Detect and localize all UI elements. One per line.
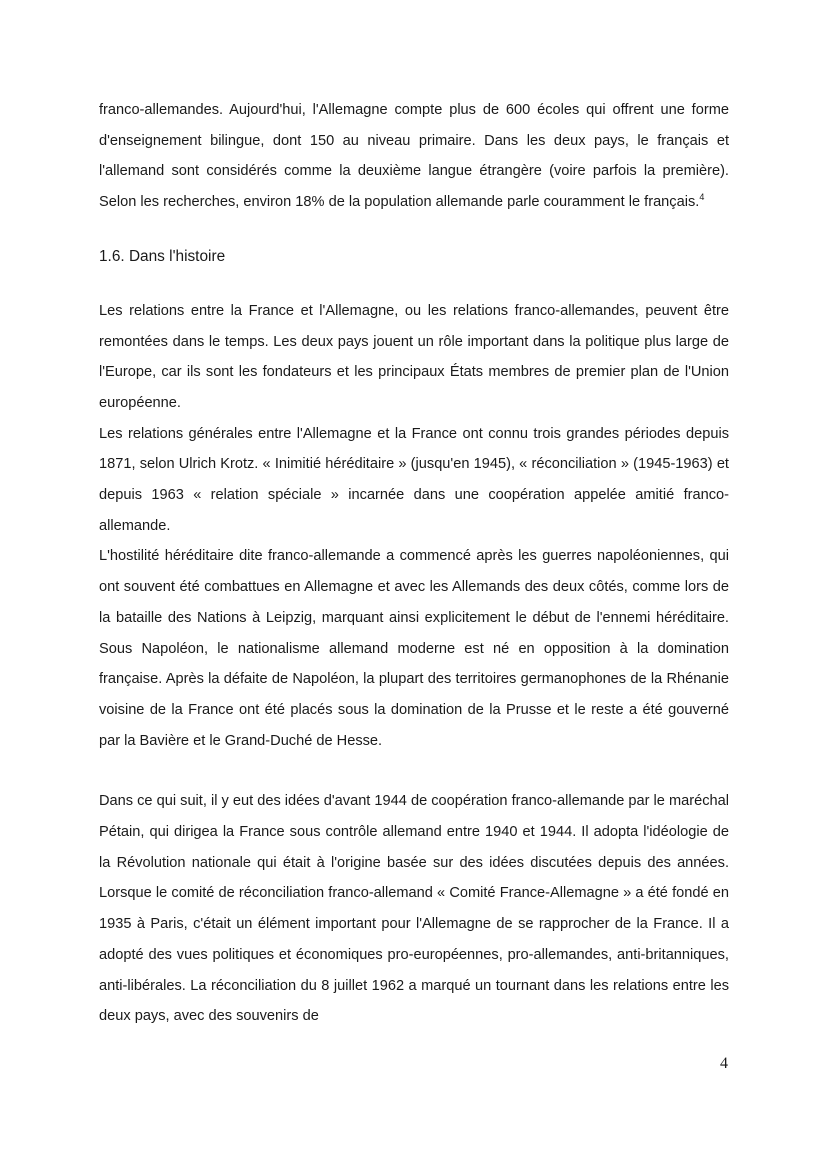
paragraph-cooperation: Dans ce qui suit, il y eut des idées d'avant 1944 de coopération franco-allemande par le maréchal Pétain, qui dirigea la France sous contrôle allemand entre 1940 et 1944. Il adopta l'idéologie de la Révolution nationale qui était à l'origine basée sur des idées discutées depuis des années. Lorsque le comité de réconciliation franco-allemand « Comité France-Allemagne » a été fondé en 1935 à Paris, c'était un élément important pour l'Allemagne de se rapprocher de la France. Il a adopté des vues politiques et économiques pro-européennes, pro-allemandes, anti-britanniques, anti-libérales. La réconciliation du 8 juillet 1962 a marqué un tournant dans les relations entre les deux pays, avec des souvenirs de — [99, 793, 729, 1025]
paragraph-hostility: L'hostilité héréditaire dite franco-allemande a commencé après les guerres napoléoniennes, qui ont souvent été combattues en Allemagne et avec les Allemands des deux côtés, comme lors de la bataille des Nations à Leipzig, marquant ainsi explicitement le début de l'ennemi héréditaire. Sous Napoléon, le nationalisme allemand moderne est né en opposition à la domination française. Après la défaite de Napoléon, la plupart des territoires germanophones de la Rhénanie voisine de la France ont été placés sous la domination de la Prusse et le reste a été gouverné par la Bavière et le Grand-Duché de Hesse. — [99, 548, 729, 749]
section-heading: 1.6. Dans l'histoire — [99, 247, 226, 265]
intro-paragraph-text: franco-allemandes. Aujourd'hui, l'Allemagne compte plus de 600 écoles qui offrent une forme d'enseignement bilingue, dont 150 au niveau primaire. Dans les deux pays, le français et l'allemand sont considérés comme la deuxième langue étrangère (voire parfois la première). Selon les recherches, environ 18% de la population allemande parle couramment le français. — [99, 102, 729, 211]
paragraph-relations: Les relations entre la France et l'Allemagne, ou les relations franco-allemandes, peuvent être remontées dans le temps. Les deux pays jouent un rôle important dans la politique plus large de l'Europe, car ils sont les fondateurs et les principaux États membres de premier plan de l'Union européenne. — [99, 302, 729, 411]
footnote-reference: 4 — [699, 192, 705, 203]
paragraph-periods: Les relations générales entre l'Allemagne et la France ont connu trois grandes périodes depuis 1871, selon Ulrich Krotz. « Inimitié héréditaire » (jusqu'en 1945), « réconciliation » (1945-1963) et depuis 1963 « relation spéciale » incarnée dans une coopération appelée amitié franco-allemande. — [99, 425, 729, 534]
document-page — [99, 95, 729, 1032]
page-number: 4 — [720, 1055, 728, 1072]
paragraph-spacer — [99, 756, 729, 786]
intro-paragraph — [99, 95, 729, 218]
